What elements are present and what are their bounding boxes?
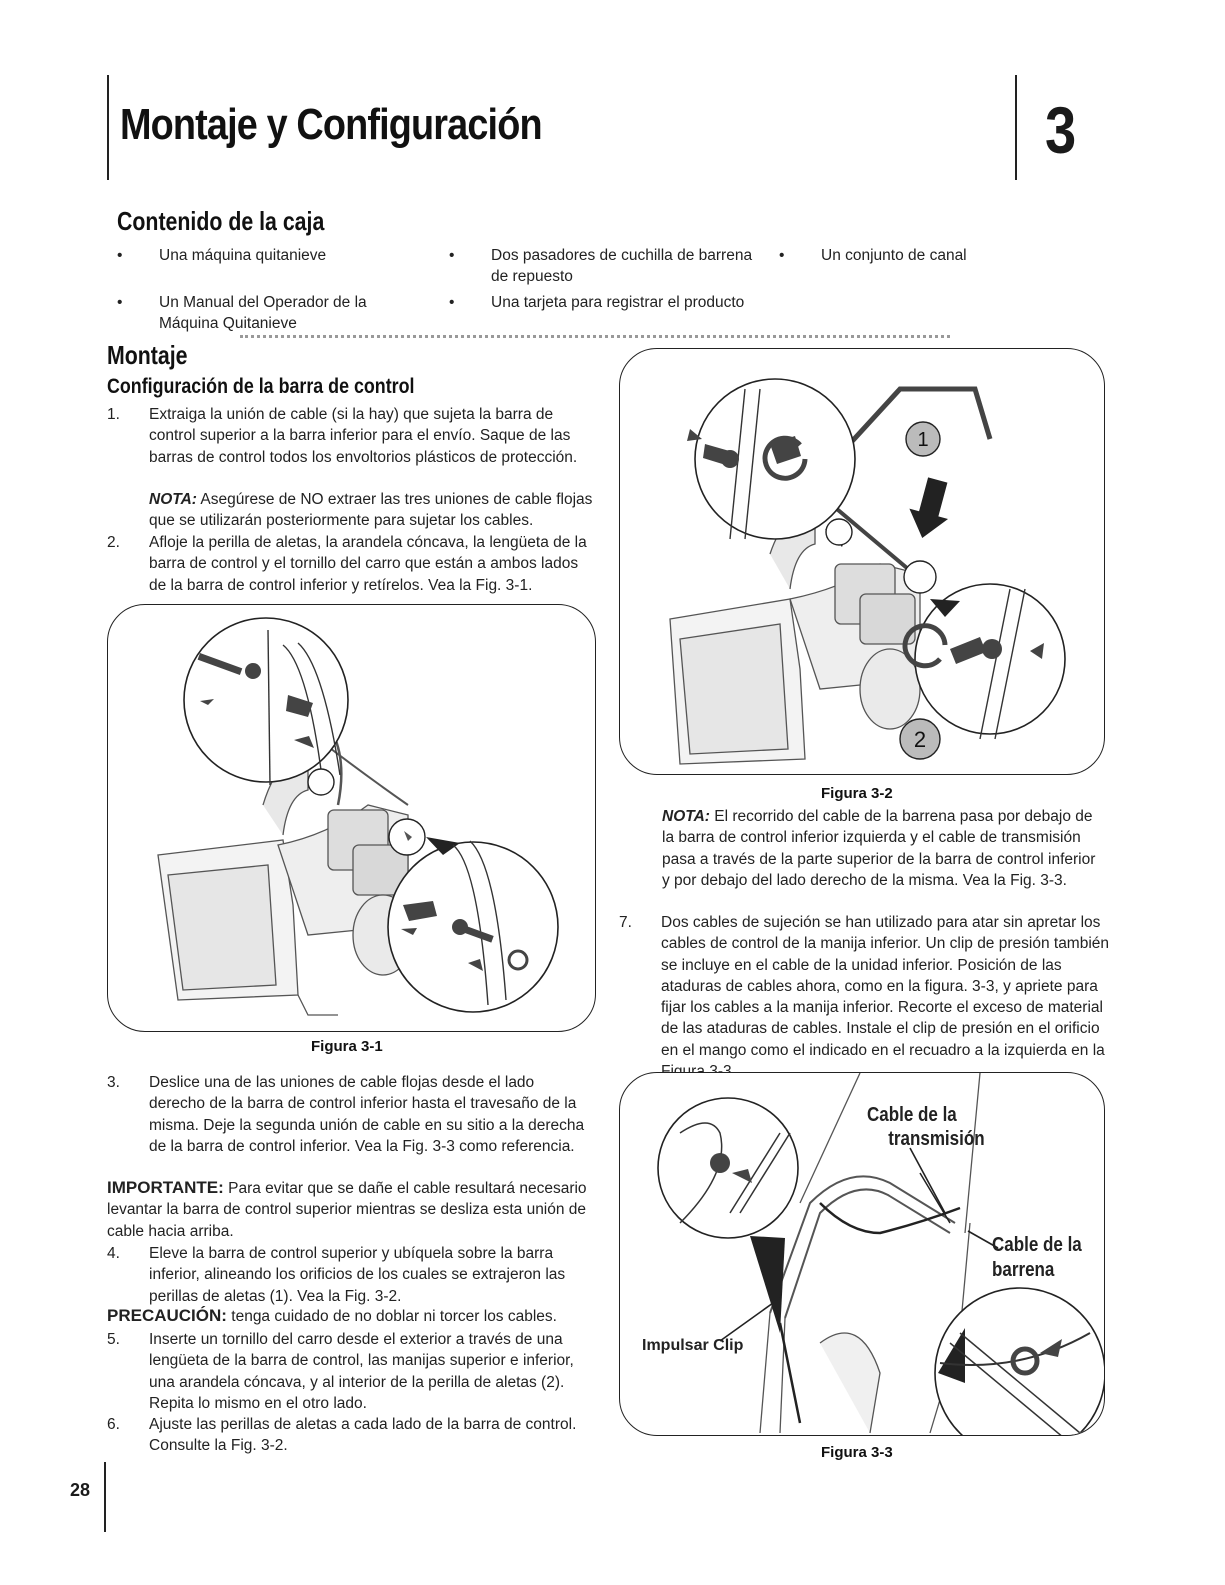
page-title: Montaje y Configuración	[120, 100, 542, 149]
auger-cable-label: Cable de la barrena	[992, 1234, 1082, 1281]
section-divider	[240, 332, 950, 338]
figure-3-3	[619, 1072, 1105, 1436]
figure-3-2-caption: Figura 3-2	[821, 785, 893, 802]
callout-2-label: 2	[913, 727, 927, 752]
control-bar-subheading: Configuración de la barra de control	[107, 375, 415, 398]
figure-3-3-caption: Figura 3-3	[821, 1444, 893, 1461]
clip-label: Impulsar Clip	[642, 1337, 744, 1354]
figure-3-1	[107, 604, 596, 1032]
figure-3-1-caption: Figura 3-1	[311, 1038, 383, 1055]
figure-3-2	[619, 348, 1105, 775]
page-number: 28	[70, 1480, 91, 1500]
footer-rule	[104, 1462, 106, 1532]
callout-1-label: 1	[917, 429, 929, 451]
chapter-number: 3	[1045, 93, 1077, 167]
important-note: IMPORTANTE: Para evitar que se dañe el cable resultará necesario levantar la barra de control superior mientras se desliza esta unión de cable hacia arriba.	[107, 1178, 587, 1240]
note-1: NOTA: Asegúrese de NO extraer las tres uniones de cable flojas que se utilizarán posteriormente para sujetar los cables.	[149, 491, 593, 530]
note-2: NOTA: El recorrido del cable de la barrena pasa por debajo de la barra de control inferior izquierda y el cable de transmisión pasa a través de la parte superior de la barra de control inferior y por debajo del lado derecho de la misma. Vea la Fig. 3-3.	[662, 808, 1096, 889]
caution-note: PRECAUCIÓN: tenga cuidado de no doblar ni torcer los cables.	[107, 1306, 557, 1325]
assembly-heading: Montaje	[107, 340, 188, 370]
header-right-rule	[1015, 75, 1017, 180]
box-contents-heading: Contenido de la caja	[117, 206, 325, 236]
header-left-rule	[107, 75, 109, 180]
drive-cable-label: Cable de la transmisión	[867, 1104, 985, 1150]
